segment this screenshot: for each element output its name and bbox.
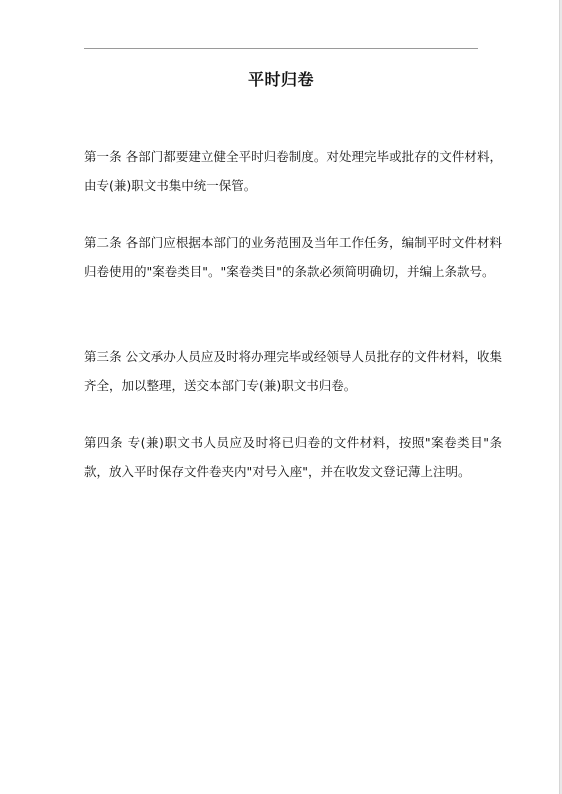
article-4: 第四条 专(兼)职文书人员应及时将已归卷的文件材料，按照"案卷类目"条款，放入平时保存文件卷夹内"对号入座"，并在收发文登记薄上注明。: [84, 435, 502, 479]
article-1: 第一条 各部门都要建立健全平时归卷制度。对处理完毕或批存的文件材料，由专(兼)职文书集中统一保管。: [84, 149, 502, 193]
header-rule: [84, 48, 478, 49]
document-title: 平时归卷: [247, 70, 314, 89]
article-2: 第二条 各部门应根据本部门的业务范围及当年工作任务，编制平时文件材料归卷使用的"案卷类目"。"案卷类目"的条款必须简明确切，并编上条款号。: [84, 235, 502, 279]
article-3: 第三条 公文承办人员应及时将办理完毕或经领导人员批存的文件材料，收集齐全，加以整理，送交本部门专(兼)职文书归卷。: [84, 349, 502, 393]
